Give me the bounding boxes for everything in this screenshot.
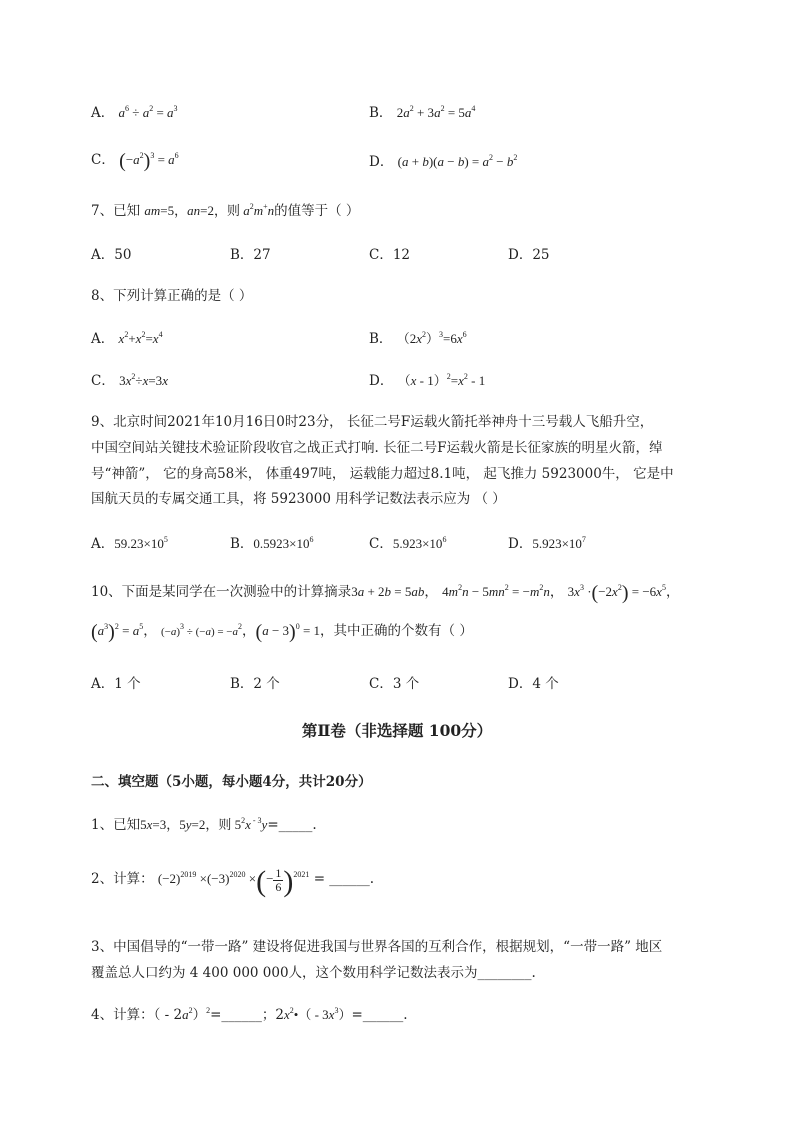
q10-stem-line-2: $(a^3)^2 = a^5$， $(-a)^3 \div (-a) = -a^2$，$(a - 3)^0 = 1$，其中正确的个数有（ ） <box>91 621 473 643</box>
q6-option-c: C． $(-a^2)^3 = a^6$ <box>91 150 179 172</box>
q6-c-expr: $(-a^2)^3 = a^6$ <box>119 150 179 172</box>
q6-option-d: D． $(a + b)(a - b) = a^2 - b^2$ <box>369 153 518 170</box>
fill-q2: 2、计算： $(-2)^{2019} \times(-3)^{2020}$ ×(− $\frac{1}{6}$ )$^{2021}$ = ______. <box>91 865 375 898</box>
q10-expr-1: 3a + 2b = 5ab <box>351 584 425 599</box>
q7-option-a: A．50 <box>91 247 132 263</box>
q7-option-b: B．27 <box>230 247 271 263</box>
fraction-one-sixth: $\frac{1}{6}$ <box>275 865 282 894</box>
q10-stem-line-1: 10、下面是某同学在一次测验中的计算摘录3a + 2b = 5ab， $4m^2n - 5mn^2 = -m^2n$， $3x^3 \cdot(-2x^2) = -6x^5$， <box>91 582 680 604</box>
q8-d-expr: $(x - 1)^2=x^2 - 1$ <box>397 372 486 388</box>
q10-expr-6: $(a - 3)^0 = 1$ <box>255 621 321 643</box>
q6-b-expr: $2a^2 + 3a^2 = 5a^4$ <box>396 104 476 120</box>
q7-option-c: C．12 <box>369 247 411 263</box>
q9-option-d: D．$5.923\times 10^7$ <box>508 535 586 552</box>
q9-line-2: 中国空间站关键技术验证阶段收官之战正式打响. 长征二号F运载火箭是长征家族的明星火箭，绰 <box>91 440 663 456</box>
q10-expr-5: $(-a)^3 \div (-a) = -a^2$ <box>160 622 243 638</box>
fill-q3-line-1: 3、中国倡导的“一带一路” 建设将促进我国与世界各国的互利合作，根据规划，“一带一路” 地区 <box>91 939 663 955</box>
q10-expr-4: $(a^3)^2 = a^5$ <box>91 621 144 643</box>
q10-option-c: C．3 个 <box>369 676 420 692</box>
q9-line-3: 号“神箭”， 它的身高58米， 体重497吨， 运载能力超过8.1吨， 起飞推力 5923000牛， 它是中 <box>91 466 674 482</box>
q6-d-expr: $(a + b)(a - b) = a^2 - b^2$ <box>397 153 518 169</box>
fill-q1-expr: 5x=3，5y=2，则 $5^2x$ $^{- 3}$y <box>140 816 268 832</box>
q6-option-a: A． $a^6 \div a^2 = a^3$ <box>91 104 178 121</box>
q9-line-1: 9、北京时间2021年10月16日0时23分， 长征二号F运载火箭托举神舟十三号载人飞船升空， <box>91 414 654 430</box>
q7-given: am=5，an=2，则 $a^2m^+n$ <box>144 202 275 218</box>
q8-option-b: B． $(2x^2)^3=6x^6$ <box>369 330 467 347</box>
q8-option-c: C． $3x^2\div x=3x$ <box>91 372 168 389</box>
section-heading: 二、填空题（5小题，每小题4分，共计20分） <box>91 774 372 790</box>
q10-option-a: A．1 个 <box>91 676 141 692</box>
part2-title: 第Ⅱ卷（非选择题 100分） <box>301 721 493 740</box>
q10-expr-2: $4m^2n - 5mn^2 = -m^2n$ <box>442 583 550 599</box>
q10-option-b: B．2 个 <box>230 676 280 692</box>
q9-option-a: A．$59.23\times 10^5$ <box>91 535 168 552</box>
q7-stem: 7、已知 am=5，an=2，则 $a^2m^+n$的值等于（ ） <box>91 202 360 219</box>
fill-q2-expr: $(-2)^{2019} \times(-3)^{2020}$ ×(− $\frac{1}{6}$ )$^{2021}$ <box>157 865 310 898</box>
q8-b-expr: $(2x^2)^3=6x^6$ <box>396 330 467 346</box>
q8-stem: 8、下列计算正确的是（ ） <box>91 288 253 304</box>
q8-c-expr: $3x^2\div x=3x$ <box>119 372 168 388</box>
fill-q3-line-2: 覆盖总人口约为 4 400 000 000人，这个数用科学记数法表示为________. <box>91 965 536 981</box>
q6-option-b: B． $2a^2 + 3a^2 = 5a^4$ <box>369 104 476 121</box>
q10-expr-3: $3x^3 \cdot(-2x^2) = -6x^5$ <box>567 582 666 604</box>
q6-a-expr: $a^6 \div a^2 = a^3$ <box>118 104 178 120</box>
q8-a-expr: $x^2+x^2=x^4$ <box>118 330 163 346</box>
fill-q1: 1、已知5x=3，5y=2，则 $5^2x$ $^{- 3}$y=_____. <box>91 816 317 833</box>
q8-option-a: A． $x^2+x^2=x^4$ <box>91 330 163 347</box>
q9-option-c: C．$5.923\times 10^6$ <box>369 535 447 552</box>
q9-option-b: B．$0.5923\times 10^6$ <box>230 535 314 552</box>
fill-q4: 4、计算：（ - $2a^2)^2=\_\_\_\_\_\_$；$2x^2•$（ - $3x^3)=\_\_\_\_\_\_$. <box>91 1006 408 1023</box>
q7-option-d: D．25 <box>508 247 550 263</box>
q9-line-4: 国航天员的专属交通工具，将 5923000 用科学记数法表示应为 （ ） <box>91 491 506 507</box>
q10-option-d: D．4 个 <box>508 676 559 692</box>
q8-option-d: D． $(x - 1)^2=x^2 - 1$ <box>369 372 486 389</box>
